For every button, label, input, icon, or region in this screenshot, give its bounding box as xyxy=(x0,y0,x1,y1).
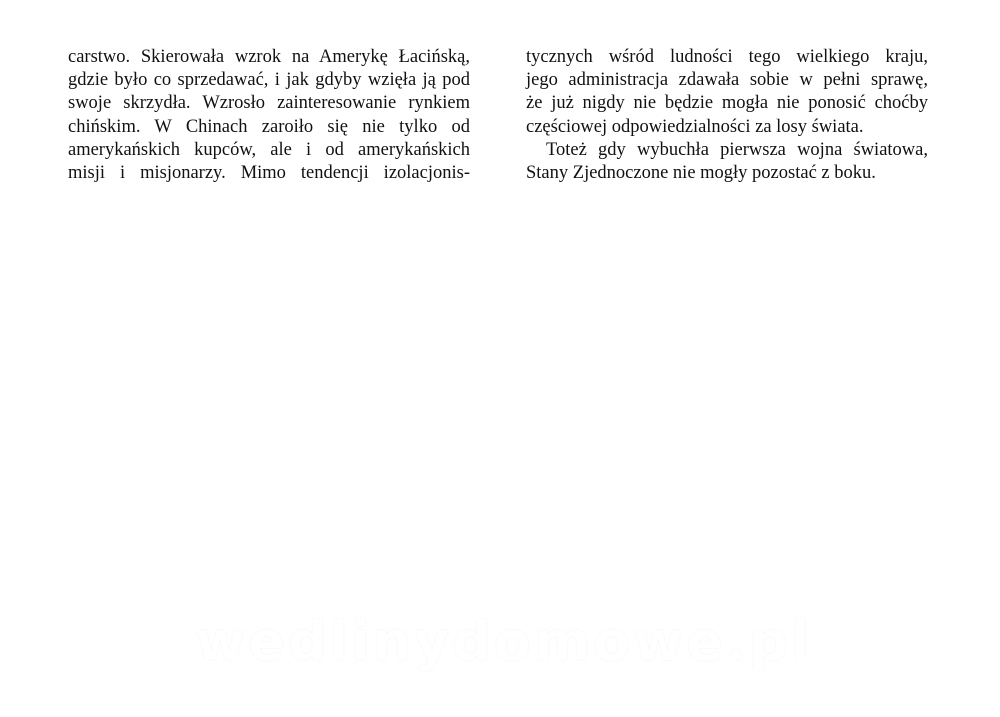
left-column-line-5: amerykańskich kupców, ale i od amerykańskich xyxy=(68,139,470,160)
left-column-line-4: chińskim. W Chinach zaroiło się nie tylko od xyxy=(68,116,470,137)
right-column-line-5: Toteż gdy wybuchła pierwsza wojna światowa, xyxy=(546,139,928,160)
left-column-line-2: gdzie było co sprzedawać, i jak gdyby wzięła ją pod xyxy=(68,70,470,91)
right-column-line-3: że już nigdy nie będzie mogła nie ponosić choćby xyxy=(526,93,928,114)
watermark: wedlinydomowe.pl xyxy=(195,610,813,673)
left-column-line-6: misji i misjonarzy. Mimo tendencji izolacjonis- xyxy=(68,163,470,184)
right-column-line-6: Stany Zjednoczone nie mogły pozostać z boku. xyxy=(526,163,876,184)
left-column-line-1: carstwo. Skierowała wzrok na Amerykę Łacińską, xyxy=(68,47,470,67)
right-column-line-2: jego administracja zdawała sobie w pełni sprawę, xyxy=(526,70,928,91)
left-text-column xyxy=(68,46,470,185)
left-column-line-3: swoje skrzydła. Wzrosło zainteresowanie rynkiem xyxy=(68,93,470,114)
right-column-line-1: tycznych wśród ludności tego wielkiego kraju, xyxy=(526,47,928,67)
right-column-line-4: częściowej odpowiedzialności za losy świata. xyxy=(526,116,864,137)
right-text-column xyxy=(526,46,928,185)
